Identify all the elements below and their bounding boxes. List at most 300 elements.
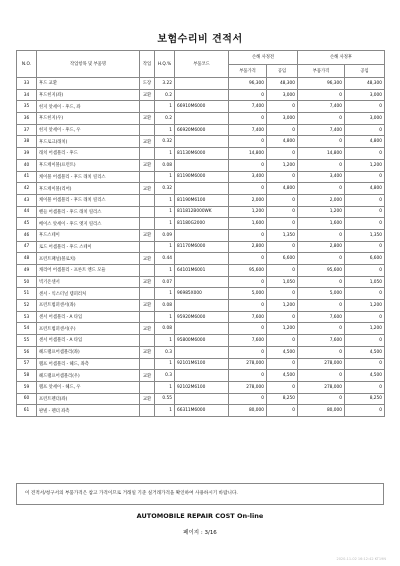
item-name: 케이블 어셈블리 - 후드 래치 릴리스	[37, 194, 140, 206]
part-code: 66920M6000	[175, 124, 229, 136]
work-type	[140, 241, 155, 253]
before-labor: 0	[267, 335, 298, 347]
before-labor: 0	[267, 148, 298, 160]
before-labor: 0	[267, 171, 298, 183]
print-timestamp: 2020-11-02 16:12:42 KT19N	[336, 557, 386, 561]
quantity: 1	[155, 101, 175, 113]
part-code	[175, 78, 229, 90]
after-labor: 0	[345, 265, 385, 277]
after-labor: 1,050	[345, 276, 385, 288]
work-type: 도장	[140, 78, 155, 90]
after-labor: 1,350	[345, 229, 385, 241]
after-parts-price: 3,400	[298, 171, 345, 183]
header-no: N.O.	[17, 51, 37, 78]
after-labor: 6,600	[345, 253, 385, 265]
work-type	[140, 311, 155, 323]
work-type	[140, 358, 155, 370]
work-type	[140, 206, 155, 218]
work-type: 교환	[140, 183, 155, 195]
quantity: 0.09	[155, 229, 175, 241]
before-labor: 4,500	[267, 370, 298, 382]
row-number: 42	[17, 183, 37, 195]
after-parts-price: 7,400	[298, 124, 345, 136]
after-labor: 0	[345, 405, 385, 417]
header-after-parts: 부품가격	[298, 64, 345, 78]
part-code: 81170M6000	[175, 241, 229, 253]
before-labor: 1,200	[267, 300, 298, 312]
work-type	[140, 101, 155, 113]
estimate-table	[16, 50, 385, 417]
before-labor: 0	[267, 405, 298, 417]
table-row	[17, 311, 385, 323]
quantity: 1	[155, 148, 175, 160]
before-parts-price: 3,400	[229, 171, 267, 183]
table-row	[17, 194, 385, 206]
quantity: 0.08	[155, 323, 175, 335]
part-code	[175, 183, 229, 195]
quantity: 0.2	[155, 89, 175, 101]
quantity: 0.44	[155, 253, 175, 265]
after-labor: 3,000	[345, 89, 385, 101]
after-labor: 0	[345, 358, 385, 370]
quantity: 1	[155, 241, 175, 253]
quantity: 0.32	[155, 183, 175, 195]
part-code: 66311M6000	[175, 405, 229, 417]
before-parts-price: 2,800	[229, 241, 267, 253]
after-labor: 8,250	[345, 393, 385, 405]
table-row	[17, 113, 385, 125]
header-after-labor: 공임	[345, 64, 385, 78]
before-parts-price: 0	[229, 113, 267, 125]
quantity: 0.3	[155, 346, 175, 358]
table-row	[17, 405, 385, 417]
work-type: 교환	[140, 136, 155, 148]
part-code: 95800M6000	[175, 335, 229, 347]
quantity: 0.2	[155, 113, 175, 125]
after-labor: 0	[345, 218, 385, 230]
table-row	[17, 78, 385, 90]
after-labor: 48,300	[345, 78, 385, 90]
after-parts-price: 0	[298, 323, 345, 335]
part-code	[175, 300, 229, 312]
quantity: 1	[155, 288, 175, 300]
after-labor: 0	[345, 194, 385, 206]
quantity: 0.08	[155, 300, 175, 312]
row-number: 50	[17, 276, 37, 288]
row-number: 46	[17, 229, 37, 241]
item-name: 프런트펜더(좌)	[37, 393, 140, 405]
table-row	[17, 171, 385, 183]
row-number: 56	[17, 346, 37, 358]
before-parts-price: 7,400	[229, 124, 267, 136]
before-parts-price: 0	[229, 276, 267, 288]
item-name: 프런트패널(블로치)	[37, 253, 140, 265]
item-name: 베이스 앗세이 - 후드 엣지 릴리스	[37, 218, 140, 230]
before-labor: 0	[267, 265, 298, 277]
part-code: 81190M6000	[175, 171, 229, 183]
work-type: 교환	[140, 346, 155, 358]
quantity: 3.22	[155, 78, 175, 90]
item-name: 센서 어셈블리 - A 타입	[37, 311, 140, 323]
work-type	[140, 335, 155, 347]
part-code: 81180G2000	[175, 218, 229, 230]
table-row	[17, 393, 385, 405]
after-parts-price: 1,200	[298, 206, 345, 218]
work-type: 교환	[140, 276, 155, 288]
before-labor: 4,800	[267, 136, 298, 148]
part-code: 81190M6100	[175, 194, 229, 206]
page-number: 페이지 : 3/16	[183, 530, 217, 536]
after-parts-price: 0	[298, 89, 345, 101]
work-type	[140, 124, 155, 136]
table-row	[17, 89, 385, 101]
work-type: 교환	[140, 89, 155, 101]
after-parts-price: 278,000	[298, 358, 345, 370]
work-type	[140, 381, 155, 393]
item-name: 헤드램프어셈블리(우)	[37, 370, 140, 382]
row-number: 60	[17, 393, 37, 405]
after-parts-price: 278,000	[298, 381, 345, 393]
row-number: 44	[17, 206, 37, 218]
quantity: 0.3	[155, 370, 175, 382]
item-name: 캐리어 어셈블리 - 프론트 엔드 모듈	[37, 265, 140, 277]
item-name: 후드케이블(프런트)	[37, 159, 140, 171]
after-parts-price: 0	[298, 253, 345, 265]
after-labor: 4,500	[345, 370, 385, 382]
table-row	[17, 300, 385, 312]
row-number: 47	[17, 241, 37, 253]
part-code	[175, 136, 229, 148]
header-before-parts: 부품가격	[229, 64, 267, 78]
before-parts-price: 80,000	[229, 405, 267, 417]
before-parts-price: 278,000	[229, 381, 267, 393]
before-parts-price: 0	[229, 89, 267, 101]
after-parts-price: 0	[298, 229, 345, 241]
item-name: 후드로크(래치)	[37, 136, 140, 148]
part-code	[175, 276, 229, 288]
quantity: 1	[155, 124, 175, 136]
before-parts-price: 0	[229, 393, 267, 405]
quantity: 1	[155, 218, 175, 230]
part-code: 81130M6000	[175, 148, 229, 160]
after-parts-price: 2,800	[298, 241, 345, 253]
part-code: 92101M6100	[175, 358, 229, 370]
part-code	[175, 393, 229, 405]
table-row	[17, 124, 385, 136]
part-code	[175, 89, 229, 101]
before-labor: 4,500	[267, 346, 298, 358]
item-name: 힌지 앗세이 - 후드, 우	[37, 124, 140, 136]
after-parts-price: 0	[298, 159, 345, 171]
after-parts-price: 0	[298, 346, 345, 358]
before-labor: 0	[267, 381, 298, 393]
row-number: 38	[17, 136, 37, 148]
item-name: 램프 어셈블리 - 헤드, 좌측	[37, 358, 140, 370]
work-type: 교환	[140, 229, 155, 241]
work-type	[140, 171, 155, 183]
row-number: 52	[17, 300, 37, 312]
header-after: 손해 사정후	[298, 51, 385, 65]
item-name: 빅기온센서	[37, 276, 140, 288]
row-number: 51	[17, 288, 37, 300]
table-row	[17, 358, 385, 370]
header-before: 손해 사정전	[229, 51, 298, 65]
work-type	[140, 288, 155, 300]
header-code: 부품코드	[175, 51, 229, 78]
after-labor: 0	[345, 241, 385, 253]
item-name: 케이블 어셈블리 - 후드 래치 릴리스	[37, 171, 140, 183]
table-row	[17, 346, 385, 358]
quantity: 1	[155, 405, 175, 417]
work-type: 교환	[140, 253, 155, 265]
before-labor: 48,300	[267, 78, 298, 90]
after-parts-price: 0	[298, 300, 345, 312]
row-number: 35	[17, 101, 37, 113]
after-labor: 0	[345, 311, 385, 323]
after-labor: 0	[345, 171, 385, 183]
header-before-labor: 공임	[267, 64, 298, 78]
header-work: 작업	[140, 51, 155, 78]
quantity: 1	[155, 381, 175, 393]
before-labor: 1,050	[267, 276, 298, 288]
row-number: 41	[17, 171, 37, 183]
after-labor: 3,000	[345, 113, 385, 125]
after-labor: 0	[345, 335, 385, 347]
quantity: 1	[155, 358, 175, 370]
before-labor: 3,000	[267, 113, 298, 125]
table-row	[17, 136, 385, 148]
quantity: 0.08	[155, 159, 175, 171]
work-type: 교환	[140, 393, 155, 405]
after-parts-price: 95,600	[298, 265, 345, 277]
after-labor: 0	[345, 381, 385, 393]
row-number: 61	[17, 405, 37, 417]
table-row	[17, 265, 385, 277]
work-type: 교환	[140, 300, 155, 312]
table-row	[17, 241, 385, 253]
before-labor: 0	[267, 311, 298, 323]
row-number: 53	[17, 311, 37, 323]
after-parts-price: 0	[298, 113, 345, 125]
row-number: 40	[17, 159, 37, 171]
after-parts-price: 80,000	[298, 405, 345, 417]
after-parts-price: 0	[298, 393, 345, 405]
after-labor: 0	[345, 124, 385, 136]
after-parts-price: 7,400	[298, 101, 345, 113]
row-number: 45	[17, 218, 37, 230]
quantity: 0.07	[155, 276, 175, 288]
before-labor: 0	[267, 241, 298, 253]
after-parts-price: 0	[298, 136, 345, 148]
row-number: 48	[17, 253, 37, 265]
work-type: 교환	[140, 370, 155, 382]
row-number: 55	[17, 335, 37, 347]
after-parts-price: 7,600	[298, 335, 345, 347]
item-name: 램프 앗세이 - 헤드, 우	[37, 381, 140, 393]
part-code	[175, 346, 229, 358]
item-name: 후드힌지(좌)	[37, 89, 140, 101]
before-parts-price: 0	[229, 370, 267, 382]
before-parts-price: 2,000	[229, 194, 267, 206]
before-parts-price: 7,600	[229, 335, 267, 347]
table-row	[17, 101, 385, 113]
table-row	[17, 276, 385, 288]
after-labor: 0	[345, 101, 385, 113]
part-code: 95920M6000	[175, 311, 229, 323]
after-labor: 1,200	[345, 323, 385, 335]
item-name: 후드케이블(리어)	[37, 183, 140, 195]
part-code: 66910M6000	[175, 101, 229, 113]
quantity: 1	[155, 206, 175, 218]
item-name: 로드 어셈블리 - 후드 스테이	[37, 241, 140, 253]
table-row	[17, 381, 385, 393]
before-parts-price: 0	[229, 159, 267, 171]
part-code	[175, 323, 229, 335]
part-code	[175, 370, 229, 382]
before-parts-price: 278,000	[229, 358, 267, 370]
before-parts-price: 14,800	[229, 148, 267, 160]
quantity: 0.55	[155, 393, 175, 405]
work-type	[140, 265, 155, 277]
price-notice: 이 견적서/청구서의 부품가격은 참고 가격이므로 거래일 기준 실거래가격을 확인하여 사용하시기 바랍니다.	[16, 483, 384, 505]
work-type	[140, 218, 155, 230]
before-labor: 3,000	[267, 89, 298, 101]
before-labor: 4,800	[267, 183, 298, 195]
table-row	[17, 370, 385, 382]
before-parts-price: 0	[229, 323, 267, 335]
before-parts-price: 95,600	[229, 265, 267, 277]
work-type: 교환	[140, 323, 155, 335]
before-parts-price: 0	[229, 346, 267, 358]
table-row	[17, 253, 385, 265]
part-code: 92102M6100	[175, 381, 229, 393]
quantity: 0.32	[155, 136, 175, 148]
row-number: 39	[17, 148, 37, 160]
after-parts-price: 2,000	[298, 194, 345, 206]
header-qty: H.Q.%	[155, 51, 175, 78]
after-parts-price: 0	[298, 276, 345, 288]
after-labor: 4,500	[345, 346, 385, 358]
item-name: 후드스테이	[37, 229, 140, 241]
item-name: 후드힌지(우)	[37, 113, 140, 125]
footer-title: AUTOMOBILE REPAIR COST On-line	[136, 512, 264, 520]
before-parts-price: 1,600	[229, 218, 267, 230]
header-item: 작업항목 및 부품명	[37, 51, 140, 78]
work-type	[140, 148, 155, 160]
work-type	[140, 405, 155, 417]
row-number: 34	[17, 89, 37, 101]
after-labor: 1,200	[345, 300, 385, 312]
row-number: 54	[17, 323, 37, 335]
before-parts-price: 5,000	[229, 288, 267, 300]
after-parts-price: 14,800	[298, 148, 345, 160]
after-labor: 0	[345, 148, 385, 160]
before-labor: 0	[267, 124, 298, 136]
work-type: 교환	[140, 159, 155, 171]
row-number: 37	[17, 124, 37, 136]
quantity: 1	[155, 311, 175, 323]
table-row	[17, 206, 385, 218]
estimate-rows	[17, 78, 385, 417]
before-parts-price: 7,600	[229, 311, 267, 323]
before-labor: 6,600	[267, 253, 298, 265]
quantity: 1	[155, 194, 175, 206]
item-name: 헤드램프어셈블리(좌)	[37, 346, 140, 358]
after-labor: 4,800	[345, 183, 385, 195]
table-row	[17, 323, 385, 335]
part-code	[175, 253, 229, 265]
table-row	[17, 288, 385, 300]
row-number: 49	[17, 265, 37, 277]
after-labor: 0	[345, 206, 385, 218]
after-parts-price: 0	[298, 370, 345, 382]
before-parts-price: 0	[229, 229, 267, 241]
before-labor: 0	[267, 206, 298, 218]
item-name: 프런트범퍼센서(우)	[37, 323, 140, 335]
before-parts-price: 0	[229, 300, 267, 312]
before-labor: 1,200	[267, 159, 298, 171]
row-number: 36	[17, 113, 37, 125]
table-row	[17, 229, 385, 241]
before-labor: 8,250	[267, 393, 298, 405]
work-type: 교환	[140, 113, 155, 125]
item-name: 핸들 어셈블리 - 후드 래치 릴리스	[37, 206, 140, 218]
table-row	[17, 159, 385, 171]
page-title: 보험수리비 견적서	[157, 34, 243, 45]
part-code: 811812B000WK	[175, 206, 229, 218]
before-labor: 0	[267, 218, 298, 230]
row-number: 59	[17, 381, 37, 393]
before-labor: 0	[267, 101, 298, 113]
before-parts-price: 7,400	[229, 101, 267, 113]
after-parts-price: 5,000	[298, 288, 345, 300]
quantity: 1	[155, 171, 175, 183]
quantity: 1	[155, 265, 175, 277]
item-name: 판넬 - 펜더 좌측	[37, 405, 140, 417]
after-parts-price: 0	[298, 183, 345, 195]
item-name: 센서 - 익스터널 템퍼러처	[37, 288, 140, 300]
before-parts-price: 96,300	[229, 78, 267, 90]
before-parts-price: 0	[229, 136, 267, 148]
before-labor: 1,200	[267, 323, 298, 335]
before-parts-price: 0	[229, 253, 267, 265]
row-number: 43	[17, 194, 37, 206]
row-number: 57	[17, 358, 37, 370]
item-name: 힌지 앗세이 - 후드, 좌	[37, 101, 140, 113]
after-labor: 0	[345, 288, 385, 300]
row-number: 58	[17, 370, 37, 382]
part-code	[175, 229, 229, 241]
table-row	[17, 148, 385, 160]
after-parts-price: 96,300	[298, 78, 345, 90]
work-type	[140, 194, 155, 206]
after-labor: 4,800	[345, 136, 385, 148]
item-name: 센서 어셈블리 - A 타입	[37, 335, 140, 347]
before-parts-price: 1,200	[229, 206, 267, 218]
part-code	[175, 159, 229, 171]
part-code: 96985X000	[175, 288, 229, 300]
quantity: 1	[155, 335, 175, 347]
item-name: 래치 어셈블리 - 후드	[37, 148, 140, 160]
before-parts-price: 0	[229, 183, 267, 195]
after-parts-price: 7,600	[298, 311, 345, 323]
table-row	[17, 335, 385, 347]
item-name: 후드 교환	[37, 78, 140, 90]
before-labor: 1,350	[267, 229, 298, 241]
after-labor: 1,200	[345, 159, 385, 171]
row-number: 33	[17, 78, 37, 90]
part-code	[175, 113, 229, 125]
